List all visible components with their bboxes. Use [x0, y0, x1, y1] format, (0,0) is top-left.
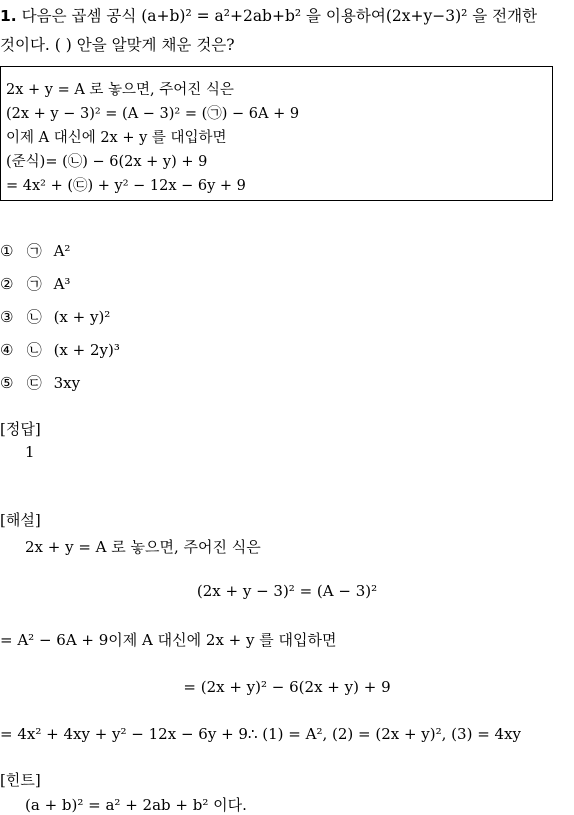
- derivation-box: [0, 66, 553, 201]
- explanation-heading: [해설]: [0, 511, 41, 529]
- box-line-2: (2x + y − 3)² = (A − 3)² = (㉠) − 6A + 9: [6, 106, 300, 122]
- option-symbol: ㉠: [26, 242, 42, 260]
- explanation-line-1: 2x + y = A 로 놓으면, 주어진 식은: [25, 538, 261, 556]
- option-symbol: ㉠: [26, 275, 42, 293]
- option-text: (x + 2y)³: [53, 341, 120, 359]
- explanation-line-3: = 4x² + 4xy + y² − 12x − 6y + 9∴ (1) = A², (2) = (2x + y)², (3) = 4xy: [0, 725, 522, 743]
- option-text: (x + y)²: [53, 308, 111, 326]
- box-line-3: 이제 A 대신에 2x + y 를 대입하면: [6, 130, 227, 146]
- answer-value: 1: [25, 443, 35, 461]
- option-2[interactable]: [0, 273, 70, 294]
- option-mark: ③: [0, 308, 14, 326]
- option-text: 3xy: [53, 374, 81, 392]
- box-line-4: (준식)= (㉡) − 6(2x + y) + 9: [6, 154, 208, 170]
- option-symbol: ㉡: [26, 308, 42, 326]
- explanation-equation-2: = (2x + y)² − 6(2x + y) + 9: [183, 678, 391, 696]
- question-number: 1.: [0, 7, 17, 25]
- box-line-1: 2x + y = A 로 놓으면, 주어진 식은: [6, 82, 234, 98]
- hint-heading: [힌트]: [0, 771, 41, 789]
- question-line-1: [0, 4, 537, 26]
- explanation-equation-1: (2x + y − 3)² = (A − 3)²: [196, 582, 378, 600]
- option-mark: ①: [0, 242, 14, 260]
- hint-text: (a + b)² = a² + 2ab + b² 이다.: [25, 796, 247, 814]
- explanation-line-2: = A² − 6A + 9이제 A 대신에 2x + y 를 대입하면: [0, 631, 337, 649]
- answer-heading: [정답]: [0, 420, 41, 438]
- option-5[interactable]: [0, 372, 80, 393]
- option-text: A²: [53, 242, 71, 260]
- question-text-1: 다음은 곱셈 공식 (a+b)² = a²+2ab+b² 을 이용하여(2x+y−3)² 을 전개한: [21, 7, 538, 25]
- option-mark: ④: [0, 341, 14, 359]
- option-symbol: ㉡: [26, 341, 42, 359]
- option-mark: ②: [0, 275, 14, 293]
- option-1[interactable]: [0, 240, 70, 261]
- option-symbol: ㉢: [26, 374, 42, 392]
- option-3[interactable]: [0, 306, 110, 327]
- option-text: A³: [53, 275, 71, 293]
- option-mark: ⑤: [0, 374, 14, 392]
- box-line-5: = 4x² + (㉢) + y² − 12x − 6y + 9: [6, 178, 246, 194]
- question-line-2: 것이다. ( ) 안을 알맞게 채운 것은?: [0, 36, 235, 54]
- option-4[interactable]: [0, 339, 120, 360]
